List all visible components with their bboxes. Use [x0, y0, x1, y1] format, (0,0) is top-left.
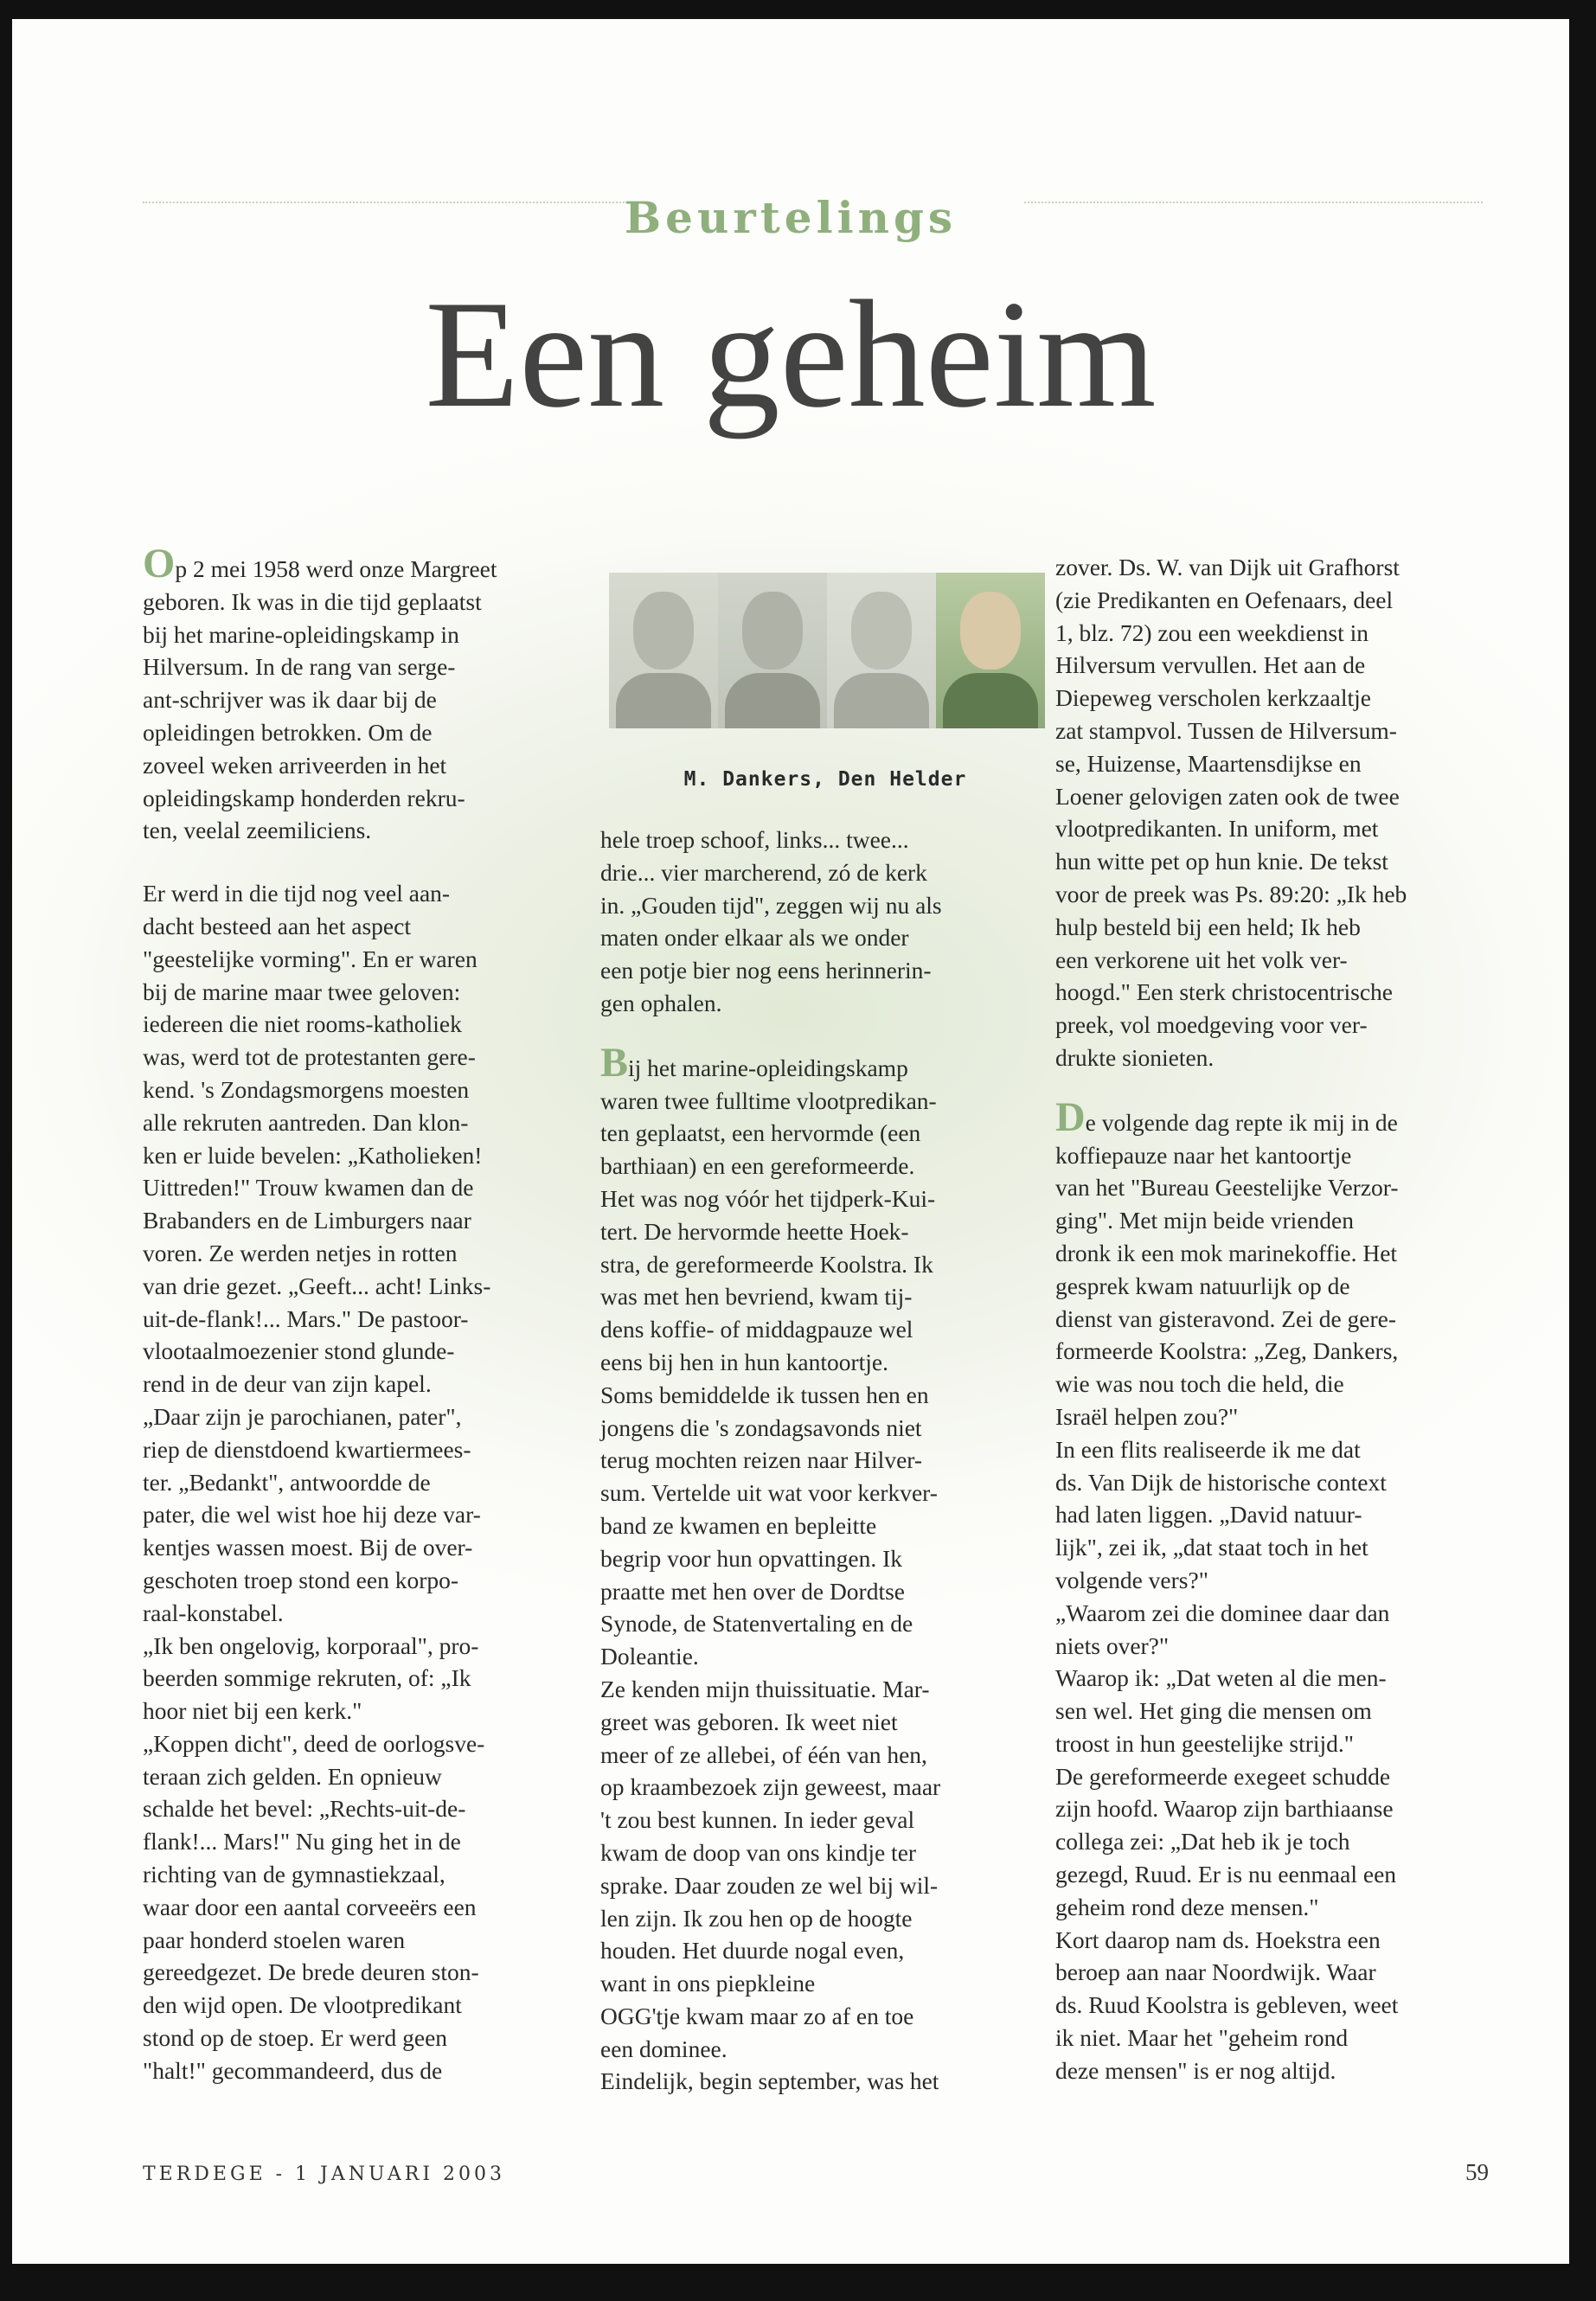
paragraph: Bij het marine-opleidingskamp waren twee fulltime vlootpredikan- ten geplaatst, een hervormde (een barthiaan) en een gereformeerde. Het was nog vóór het tijdperk-Kui- tert. De hervormde heette Hoek- stra, de gereformeerde Koolstra. Ik was met hen bevriend, kwam tij- dens koffie- of middagpauze wel eens bij hen in hun kantoortje. Soms bemiddelde ik tussen hen en jongens die 's zondagsavonds niet terug mochten reizen naar Hilver- sum. Vertelde uit wat voor kerkver- band ze kwamen en bepleitte begrip voor hun opvattingen. Ik praatte met hen over de Dordtse Synode, de Statenvertaling en de Doleantie. Ze kenden mijn thuissituatie. Mar- greet was geboren. Ik weet niet meer of ze allebei, of één van hen, op kraambezoek zijn geweest, maar 't zou best kunnen. In ieder geval kwam de doop van ons kindje ter sprake. Daar zouden ze wel bij wil- len zijn. Ik zou hen op de hoogte houden. Het duurde nogal even, want in ons piepkleine OGG'tje kwam maar zo af en toe een dominee. Eindelijk, begin september, was het [600, 1039, 941, 2095]
article-title: Een geheim [425, 268, 1157, 439]
paragraph: zover. Ds. W. van Dijk uit Grafhorst (zie Predikanten en Oefenaars, deel 1, blz. 72) zou een weekdienst in Hilversum vervullen. Het aan de Diepeweg verscholen kerkzaaltje zat stampvol. Tussen de Hilversum- se, Huizense, Maartensdijkse en Loener gelovigen zaten ook de twee vlootpredikanten. In uniform, met hun witte pet op hun knie. De tekst voor de preek was Ps. 89:20: „Ik heb hulp besteld bij een held; Ik heb een verkorene uit het volk ver- hoogd." Een sterk christocentrische preek, vol moedgeving voor ver- drukte sionieten. [1055, 554, 1407, 1071]
paragraph: Er werd in die tijd nog veel aan- dacht besteed aan het aspect "geestelijke vorming". En er waren bij de marine maar twee geloven: iedereen die niet rooms-katholiek was, werd tot de protestanten gere- kend. 's Zondagsmorgens moesten alle rekruten aantreden. Dan klon- ken er luide bevelen: „Katholieken! Uittreden!" Trouw kwamen dan de Brabanders en de Limburgers naar voren. Ze werden netjes in rotten van drie gezet. „Geeft... acht! Links- uit-de-flank!... Mars." De pastoor- vlootaalmoezenier stond glunde- rend in de deur van zijn kapel. „Daar zijn je parochianen, pater", riep de dienstdoend kwartiermees- ter. „Bedankt", antwoordde de pater, die wel wist hoe hij deze var- kentjes wassen moest. Bij de over- geschoten troep stond een korpo- raal-konstabel. „Ik ben ongelovig, korporaal", pro- beerden sommige rekruten, of: „Ik hoor niet bij een kerk." „Koppen dicht", deed de oorlogsve- teraan zich gelden. En opnieuw schalde het bevel: „Rechts-uit-de- flank!... Mars!" Nu ging het in de richting van de gymnastiekzaal, waar door een aantal corveeërs een paar honderd stoelen waren gereedgezet. De brede deuren ston- den wijd open. De vlootpredikant stond op de stoep. Er werd geen "halt!" gecommandeerd, dus de [143, 880, 491, 2084]
author-portrait-photo [936, 573, 1045, 728]
portrait-photo [718, 573, 827, 728]
drop-cap: O [143, 541, 176, 586]
portrait-photo [827, 573, 936, 728]
paragraph: Op 2 mei 1958 werd onze Margreet geboren. Ik was in die tijd geplaatst bij het marine-opleidingskamp in Hilversum. In de rang van serge- ant-schrijver was ik daar bij de opleidingen betrokken. Om de zoveel weken arriveerden in het opleidingskamp honderden rekru- ten, veelal zeemiliciens. [143, 541, 497, 844]
article-column-1 [143, 541, 567, 2087]
byline: M. Dankers, Den Helder [683, 768, 967, 791]
author-photo-strip [609, 573, 1042, 728]
paragraph: hele troep schoof, links... twee... drie... vier marcherend, zó de kerk in. „Gouden tijd", zeggen wij nu als maten onder elkaar als we onder een potje bier nog eens herinnerin- gen ophalen. [600, 826, 942, 1016]
article-column-3 [1055, 551, 1505, 2087]
drop-cap: B [600, 1039, 629, 1086]
page-number: 59 [1465, 2159, 1489, 2185]
section-kicker: Beurtelings [624, 192, 958, 243]
magazine-page [12, 19, 1569, 2264]
paragraph: De volgende dag repte ik mij in de koffiepauze naar het kantoortje van het "Bureau Geestelijke Verzor- ging". Met mijn beide vrienden dronk ik een mok marinekoffie. Het gesprek kwam natuurlijk op de dienst van gisteravond. Zei de gere- formeerde Koolstra: „Zeg, Dankers, wie was nou toch die held, die Israël helpen zou?" In een flits realiseerde ik me dat ds. Van Dijk de historische context had laten liggen. „David natuur- lijk", zei ik, „dat staat toch in het volgende vers?" „Waarom zei die dominee daar dan niets over?" Waarop ik: „Dat weten al die men- sen wel. Het ging die mensen om troost in hun geestelijke strijd." De gereformeerde exegeet schudde zijn hoofd. Waarop zijn barthiaanse collega zei: „Dat heb ik je toch gezegd, Ruud. Er is nu eenmaal een geheim rond deze mensen." Kort daarop nam ds. Hoekstra een beroep aan naar Noordwijk. Waar ds. Ruud Koolstra is gebleven, weet ik niet. Maar het "geheim rond deze mensen" is er nog altijd. [1055, 1093, 1399, 2084]
drop-cap: D [1055, 1093, 1086, 1140]
article-column-2 [600, 824, 1050, 2098]
portrait-photo [609, 573, 718, 728]
publication-footer: TERDEGE - 1 JANUARI 2003 [143, 2163, 505, 2185]
